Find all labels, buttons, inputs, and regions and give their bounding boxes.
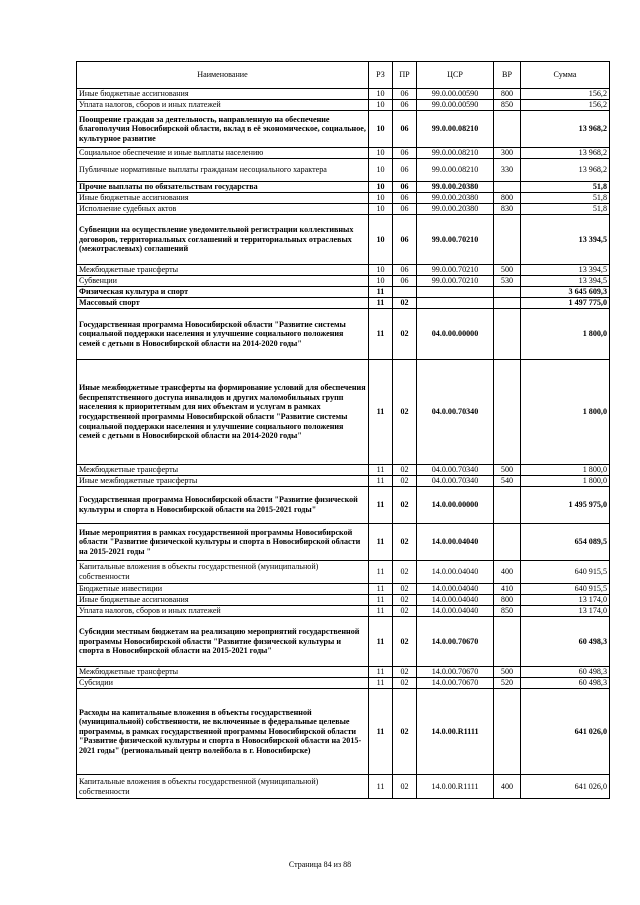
table-row [77, 276, 610, 287]
table-row [77, 667, 610, 678]
cell-pr: 06 [393, 159, 417, 182]
table-row [77, 487, 610, 524]
cell-rz: 11 [369, 465, 393, 476]
cell-csr: 99.0.00.20380 [417, 182, 494, 193]
cell-sum: 654 089,5 [521, 524, 610, 561]
cell-csr: 99.0.00.70210 [417, 276, 494, 287]
cell-pr: 06 [393, 111, 417, 148]
cell-name: Субвенции [77, 276, 369, 287]
cell-pr: 06 [393, 148, 417, 159]
cell-pr: 02 [393, 309, 417, 360]
cell-csr: 99.0.00.00590 [417, 89, 494, 100]
table-row [77, 148, 610, 159]
cell-name: Государственная программа Новосибирской области "Развитие физической культуры и спорта в Новосибирской области на 2015-2021 годы" [77, 487, 369, 524]
table-row [77, 193, 610, 204]
cell-csr: 14.0.00.00000 [417, 487, 494, 524]
cell-vr: 540 [494, 476, 521, 487]
cell-sum: 1 800,0 [521, 476, 610, 487]
cell-vr [494, 524, 521, 561]
table-row [77, 309, 610, 360]
cell-sum: 60 498,3 [521, 617, 610, 667]
page-number: Страница 84 из 88 [288, 860, 352, 869]
cell-pr: 06 [393, 276, 417, 287]
cell-rz: 10 [369, 276, 393, 287]
table-row [77, 182, 610, 193]
cell-vr [494, 360, 521, 465]
cell-csr [417, 287, 494, 298]
cell-name: Исполнение судебных актов [77, 204, 369, 215]
cell-csr: 14.0.00.70670 [417, 617, 494, 667]
cell-sum: 13 394,5 [521, 276, 610, 287]
cell-name: Социальное обеспечение и иные выплаты населению [77, 148, 369, 159]
cell-sum: 13 968,2 [521, 148, 610, 159]
cell-vr: 850 [494, 606, 521, 617]
cell-name: Иные бюджетные ассигнования [77, 595, 369, 606]
header-sum: Сумма [521, 62, 610, 89]
cell-vr: 330 [494, 159, 521, 182]
cell-csr: 99.0.00.00590 [417, 100, 494, 111]
cell-rz: 11 [369, 360, 393, 465]
cell-pr: 06 [393, 265, 417, 276]
header-rz: РЗ [369, 62, 393, 89]
cell-pr: 02 [393, 606, 417, 617]
cell-rz: 11 [369, 689, 393, 775]
cell-vr: 410 [494, 584, 521, 595]
cell-sum: 156,2 [521, 89, 610, 100]
cell-vr [494, 111, 521, 148]
cell-csr: 99.0.00.20380 [417, 193, 494, 204]
cell-vr: 300 [494, 148, 521, 159]
cell-name: Поощрение граждан за деятельность, направленную на обеспечение благополучия Новосибирской области, вклад в её экономическое, социальное, культурное развитие [77, 111, 369, 148]
cell-name: Иные бюджетные ассигнования [77, 193, 369, 204]
header-csr: ЦСР [417, 62, 494, 89]
cell-pr: 02 [393, 584, 417, 595]
table-row [77, 298, 610, 309]
cell-pr: 02 [393, 617, 417, 667]
cell-sum: 13 394,5 [521, 265, 610, 276]
cell-pr: 02 [393, 775, 417, 799]
table-row [77, 89, 610, 100]
cell-rz: 11 [369, 476, 393, 487]
cell-vr [494, 298, 521, 309]
cell-rz: 10 [369, 204, 393, 215]
cell-sum: 3 645 609,3 [521, 287, 610, 298]
cell-csr: 04.0.00.70340 [417, 476, 494, 487]
cell-csr: 14.0.00.R1111 [417, 775, 494, 799]
cell-rz: 10 [369, 193, 393, 204]
cell-vr: 850 [494, 100, 521, 111]
cell-pr: 06 [393, 182, 417, 193]
cell-vr: 500 [494, 465, 521, 476]
table-row [77, 584, 610, 595]
cell-sum: 60 498,3 [521, 678, 610, 689]
cell-csr: 04.0.00.70340 [417, 465, 494, 476]
cell-sum: 13 394,5 [521, 215, 610, 265]
cell-rz: 11 [369, 487, 393, 524]
table-row [77, 678, 610, 689]
cell-rz: 11 [369, 298, 393, 309]
cell-vr: 500 [494, 265, 521, 276]
cell-pr: 06 [393, 193, 417, 204]
cell-csr: 99.0.00.20380 [417, 204, 494, 215]
cell-csr: 14.0.00.04040 [417, 524, 494, 561]
cell-sum: 1 800,0 [521, 309, 610, 360]
table-row [77, 265, 610, 276]
budget-table [76, 61, 610, 799]
table-row [77, 100, 610, 111]
cell-sum: 640 915,5 [521, 561, 610, 584]
table-body [77, 89, 610, 799]
cell-sum: 641 026,0 [521, 689, 610, 775]
cell-vr: 530 [494, 276, 521, 287]
cell-name: Иные межбюджетные трансферты на формирование условий для обеспечения беспрепятственного доступа инвалидов и других маломобильных групп населения к приоритетным для них объектам и услугам в рамках государственной программы Новосибирской области "Развитие системы социальной поддержки населения и улучшение социального положения семей с детьми в Новосибирской области на 2014-2020 годы" [77, 360, 369, 465]
cell-pr: 02 [393, 561, 417, 584]
cell-name: Субсидии [77, 678, 369, 689]
cell-name: Субсидии местным бюджетам на реализацию мероприятий государственной программы Новосибирской области "Развитие физической культуры и спорта в Новосибирской области на 2015-2021 годы" [77, 617, 369, 667]
cell-rz: 10 [369, 100, 393, 111]
cell-name: Физическая культура и спорт [77, 287, 369, 298]
cell-csr: 99.0.00.08210 [417, 148, 494, 159]
cell-name: Иные бюджетные ассигнования [77, 89, 369, 100]
cell-name: Иные межбюджетные трансферты [77, 476, 369, 487]
cell-sum: 156,2 [521, 100, 610, 111]
cell-name: Уплата налогов, сборов и иных платежей [77, 606, 369, 617]
header-vr: ВР [494, 62, 521, 89]
cell-sum: 13 174,0 [521, 606, 610, 617]
cell-vr [494, 617, 521, 667]
cell-rz: 11 [369, 524, 393, 561]
cell-name: Прочие выплаты по обязательствам государства [77, 182, 369, 193]
cell-rz: 10 [369, 111, 393, 148]
cell-pr: 02 [393, 524, 417, 561]
table-row [77, 111, 610, 148]
cell-rz: 11 [369, 595, 393, 606]
cell-rz: 11 [369, 678, 393, 689]
cell-rz: 11 [369, 584, 393, 595]
cell-name: Расходы на капитальные вложения в объекты государственной (муниципальной) собственности, не включенные в федеральные целевые программы, в рамках государственной программы Новосибирской области "Развитие физической культуры и спорта в Новосибирской области на 2015-2021 годы" (региональный центр волейбола в г. Новосибирске) [77, 689, 369, 775]
cell-vr: 400 [494, 775, 521, 799]
cell-rz: 11 [369, 309, 393, 360]
cell-pr: 02 [393, 487, 417, 524]
cell-name: Государственная программа Новосибирской области "Развитие системы социальной поддержки населения и улучшение социального положения семей с детьми в Новосибирской области на 2014-2020 годы" [77, 309, 369, 360]
cell-csr: 99.0.00.70210 [417, 265, 494, 276]
cell-sum: 1 497 775,0 [521, 298, 610, 309]
table-header-row [77, 62, 610, 89]
cell-name: Межбюджетные трансферты [77, 667, 369, 678]
table-row [77, 476, 610, 487]
cell-name: Капитальные вложения в объекты государственной (муниципальной) собственности [77, 561, 369, 584]
cell-name: Межбюджетные трансферты [77, 265, 369, 276]
table-row [77, 606, 610, 617]
cell-rz: 10 [369, 265, 393, 276]
cell-csr: 14.0.00.04040 [417, 584, 494, 595]
cell-rz: 11 [369, 617, 393, 667]
cell-vr: 800 [494, 595, 521, 606]
cell-sum: 1 495 975,0 [521, 487, 610, 524]
cell-csr: 04.0.00.70340 [417, 360, 494, 465]
table-row [77, 204, 610, 215]
cell-rz: 11 [369, 606, 393, 617]
cell-vr: 400 [494, 561, 521, 584]
table-row [77, 360, 610, 465]
cell-rz: 10 [369, 159, 393, 182]
table-row [77, 287, 610, 298]
table-row [77, 617, 610, 667]
cell-pr: 02 [393, 689, 417, 775]
cell-rz: 10 [369, 148, 393, 159]
cell-csr: 99.0.00.70210 [417, 215, 494, 265]
table-row [77, 524, 610, 561]
cell-sum: 13 968,2 [521, 111, 610, 148]
header-name: Наименование [77, 62, 369, 89]
cell-rz: 10 [369, 215, 393, 265]
cell-csr: 14.0.00.04040 [417, 595, 494, 606]
cell-pr: 02 [393, 595, 417, 606]
cell-name: Уплата налогов, сборов и иных платежей [77, 100, 369, 111]
cell-pr: 02 [393, 465, 417, 476]
cell-csr: 14.0.00.70670 [417, 678, 494, 689]
cell-pr: 02 [393, 298, 417, 309]
cell-name: Межбюджетные трансферты [77, 465, 369, 476]
cell-pr: 02 [393, 360, 417, 465]
cell-vr [494, 487, 521, 524]
cell-sum: 1 800,0 [521, 360, 610, 465]
cell-vr [494, 689, 521, 775]
cell-vr: 800 [494, 193, 521, 204]
table-row [77, 159, 610, 182]
cell-rz: 11 [369, 775, 393, 799]
cell-pr: 06 [393, 204, 417, 215]
cell-rz: 11 [369, 287, 393, 298]
table-row [77, 215, 610, 265]
table-row [77, 689, 610, 775]
header-pr: ПР [393, 62, 417, 89]
cell-name: Капитальные вложения в объекты государственной (муниципальной) собственности [77, 775, 369, 799]
cell-csr: 14.0.00.70670 [417, 667, 494, 678]
cell-vr [494, 182, 521, 193]
cell-sum: 51,8 [521, 182, 610, 193]
cell-vr: 830 [494, 204, 521, 215]
cell-name: Публичные нормативные выплаты гражданам несоциального характера [77, 159, 369, 182]
cell-sum: 13 174,0 [521, 595, 610, 606]
cell-vr [494, 287, 521, 298]
cell-csr: 14.0.00.04040 [417, 561, 494, 584]
cell-name: Субвенции на осуществление уведомительной регистрации коллективных договоров, территориальных соглашений и территориальных отраслевых (межотраслевых) соглашений [77, 215, 369, 265]
cell-csr: 99.0.00.08210 [417, 159, 494, 182]
cell-rz: 11 [369, 561, 393, 584]
cell-vr: 520 [494, 678, 521, 689]
cell-csr: 14.0.00.R1111 [417, 689, 494, 775]
cell-sum: 60 498,3 [521, 667, 610, 678]
table-row [77, 775, 610, 799]
cell-vr [494, 309, 521, 360]
cell-sum: 640 915,5 [521, 584, 610, 595]
cell-pr: 02 [393, 667, 417, 678]
cell-pr [393, 287, 417, 298]
cell-vr [494, 215, 521, 265]
cell-csr: 14.0.00.04040 [417, 606, 494, 617]
table-row [77, 595, 610, 606]
cell-vr: 500 [494, 667, 521, 678]
table-row [77, 561, 610, 584]
cell-name: Иные мероприятия в рамках государственной программы Новосибирской области "Развитие физической культуры и спорта в Новосибирской области на 2015-2021 годы " [77, 524, 369, 561]
cell-pr: 06 [393, 89, 417, 100]
cell-sum: 51,8 [521, 193, 610, 204]
cell-sum: 13 968,2 [521, 159, 610, 182]
table-row [77, 465, 610, 476]
cell-vr: 800 [494, 89, 521, 100]
cell-pr: 06 [393, 100, 417, 111]
cell-name: Бюджетные инвестиции [77, 584, 369, 595]
cell-csr: 99.0.00.08210 [417, 111, 494, 148]
cell-pr: 02 [393, 678, 417, 689]
cell-rz: 10 [369, 89, 393, 100]
cell-pr: 02 [393, 476, 417, 487]
cell-rz: 11 [369, 667, 393, 678]
cell-csr: 04.0.00.00000 [417, 309, 494, 360]
cell-sum: 51,8 [521, 204, 610, 215]
cell-pr: 06 [393, 215, 417, 265]
cell-rz: 10 [369, 182, 393, 193]
cell-sum: 1 800,0 [521, 465, 610, 476]
cell-sum: 641 026,0 [521, 775, 610, 799]
cell-name: Массовый спорт [77, 298, 369, 309]
cell-csr [417, 298, 494, 309]
